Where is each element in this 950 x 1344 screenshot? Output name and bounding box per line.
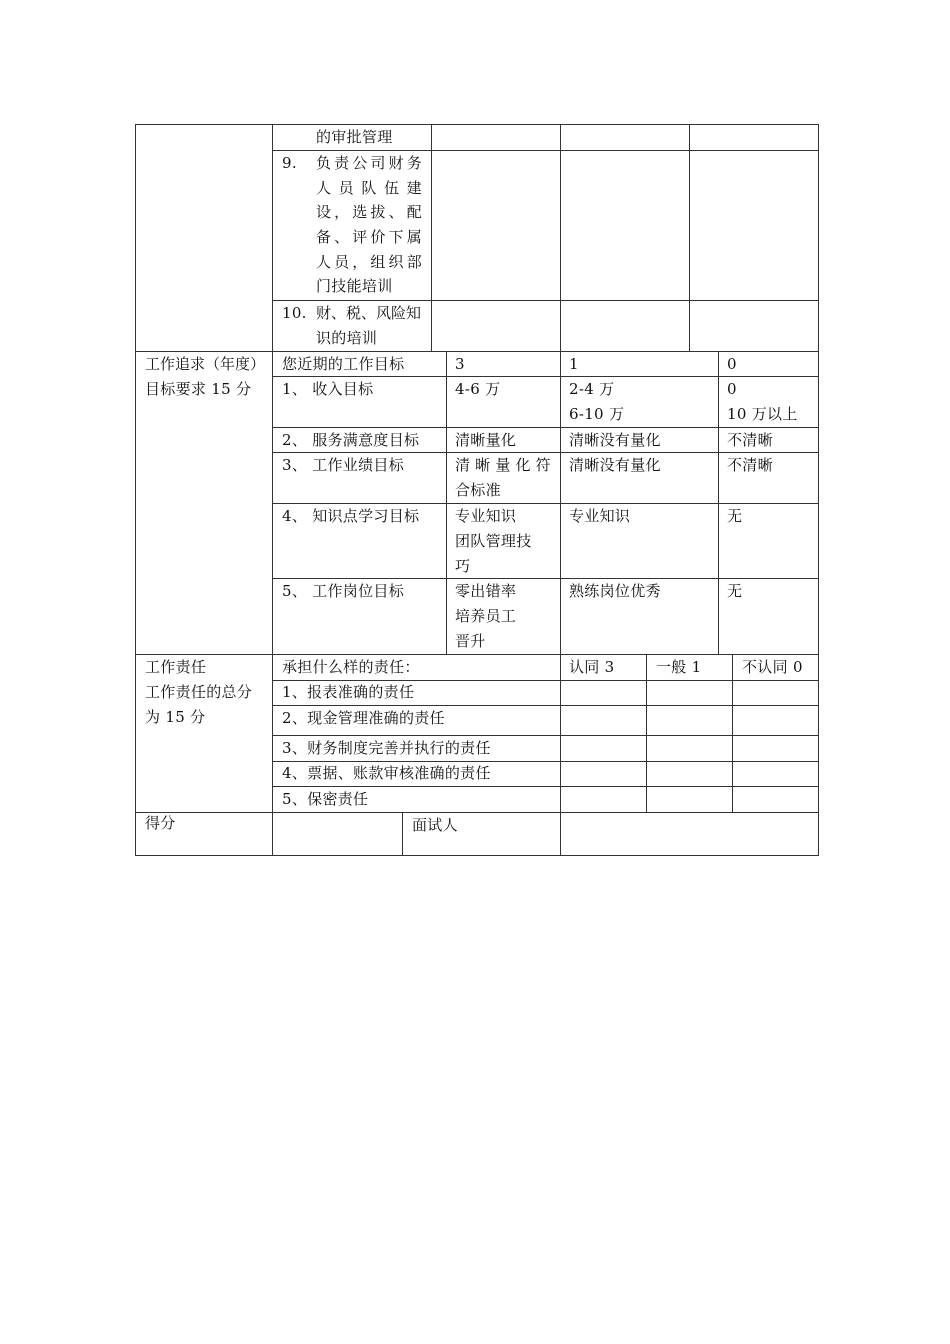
goal-low: 无 bbox=[727, 582, 743, 600]
goal-low: 无 bbox=[727, 507, 743, 525]
duty-9-line: 备、评价下属 bbox=[316, 228, 422, 246]
column-divider bbox=[732, 654, 733, 812]
column-divider bbox=[402, 812, 403, 855]
table-border-right bbox=[818, 124, 819, 856]
goal-high: 4-6 万 bbox=[455, 380, 501, 398]
goal-label: 2、 服务满意度目标 bbox=[282, 431, 420, 449]
responsibility-section-label: 工作责任的总分 bbox=[145, 683, 253, 701]
goal-mid: 熟练岗位优秀 bbox=[569, 582, 661, 600]
goal-low: 不清晰 bbox=[727, 456, 773, 474]
column-divider bbox=[560, 351, 561, 654]
goals-question: 您近期的工作目标 bbox=[282, 355, 405, 373]
goal-mid: 2-4 万 bbox=[569, 380, 615, 398]
responsibility-item: 1、报表准确的责任 bbox=[282, 683, 415, 701]
section-divider bbox=[135, 654, 819, 655]
column-divider bbox=[431, 124, 432, 351]
column-divider bbox=[560, 812, 561, 855]
responsibility-section-label: 为 15 分 bbox=[145, 708, 206, 726]
goal-high: 晋升 bbox=[455, 632, 486, 650]
goal-high: 清晰量化 bbox=[455, 431, 517, 449]
goal-low: 0 bbox=[727, 380, 737, 398]
responsibility-item: 5、保密责任 bbox=[282, 790, 369, 808]
column-divider bbox=[560, 124, 561, 351]
duty-9-number: 9. bbox=[282, 154, 297, 172]
duty-10-line: 识的培训 bbox=[316, 329, 378, 347]
duty-9-line: 设，选拔、配 bbox=[316, 203, 422, 221]
goal-mid: 专业知识 bbox=[569, 507, 631, 525]
goal-low: 不清晰 bbox=[727, 431, 773, 449]
goal-label: 1、 收入目标 bbox=[282, 380, 374, 398]
column-divider bbox=[446, 376, 447, 654]
goal-mid: 清晰没有量化 bbox=[569, 431, 661, 449]
responsibility-neutral-header: 一般 1 bbox=[656, 658, 702, 676]
duty-9-line: 人员，组织部 bbox=[316, 253, 422, 271]
column-divider bbox=[718, 351, 719, 654]
goal-low: 10 万以上 bbox=[727, 405, 798, 423]
responsibility-question: 承担什么样的责任： bbox=[282, 658, 420, 676]
goals-section-label: 工作追求（年度） bbox=[145, 355, 266, 373]
responsibility-item: 3、财务制度完善并执行的责任 bbox=[282, 739, 491, 757]
column-divider bbox=[689, 124, 690, 351]
column-divider bbox=[272, 124, 273, 856]
goal-high: 巧 bbox=[455, 557, 471, 575]
goal-label: 3、 工作业绩目标 bbox=[282, 456, 405, 474]
duty-9-line: 负责公司财务 bbox=[316, 154, 422, 172]
goal-mid: 清晰没有量化 bbox=[569, 456, 661, 474]
goals-score-high: 3 bbox=[455, 355, 465, 373]
goal-high: 零出错率 bbox=[455, 582, 517, 600]
table-border-bottom bbox=[135, 855, 819, 856]
score-label: 得分 bbox=[145, 814, 176, 832]
duty-8-tail: 的审批管理 bbox=[316, 128, 393, 146]
goal-label: 5、 工作岗位目标 bbox=[282, 582, 405, 600]
goal-high: 合标准 bbox=[455, 481, 501, 499]
duty-10-number: 10. bbox=[282, 304, 307, 322]
duty-10-line: 财、税、风险知 bbox=[316, 304, 422, 322]
column-divider bbox=[446, 351, 447, 377]
goal-high: 专业知识 bbox=[455, 507, 517, 525]
column-divider bbox=[646, 654, 647, 812]
column-divider bbox=[560, 654, 561, 812]
responsibility-section-label: 工作责任 bbox=[145, 658, 207, 676]
table-border-left bbox=[135, 124, 136, 856]
goals-section-label: 目标要求 15 分 bbox=[145, 380, 252, 398]
goals-score-low: 0 bbox=[727, 355, 737, 373]
table-border-top bbox=[135, 124, 819, 125]
duty-9-line: 人员队伍建 bbox=[316, 179, 422, 197]
interviewer-label: 面试人 bbox=[412, 816, 458, 834]
section-divider bbox=[135, 812, 819, 813]
responsibility-item: 4、票据、账款审核准确的责任 bbox=[282, 764, 491, 782]
goals-score-mid: 1 bbox=[569, 355, 579, 373]
goal-high: 培养员工 bbox=[455, 607, 517, 625]
goal-mid: 6-10 万 bbox=[569, 405, 625, 423]
goal-high: 清晰量化符 bbox=[455, 456, 551, 474]
duty-9-line: 门技能培训 bbox=[316, 277, 393, 295]
responsibility-item: 2、现金管理准确的责任 bbox=[282, 709, 445, 727]
goal-high: 团队管理技 bbox=[455, 532, 532, 550]
responsibility-disagree-header: 不认同 0 bbox=[742, 658, 803, 676]
responsibility-agree-header: 认同 3 bbox=[569, 658, 615, 676]
goal-label: 4、 知识点学习目标 bbox=[282, 507, 420, 525]
